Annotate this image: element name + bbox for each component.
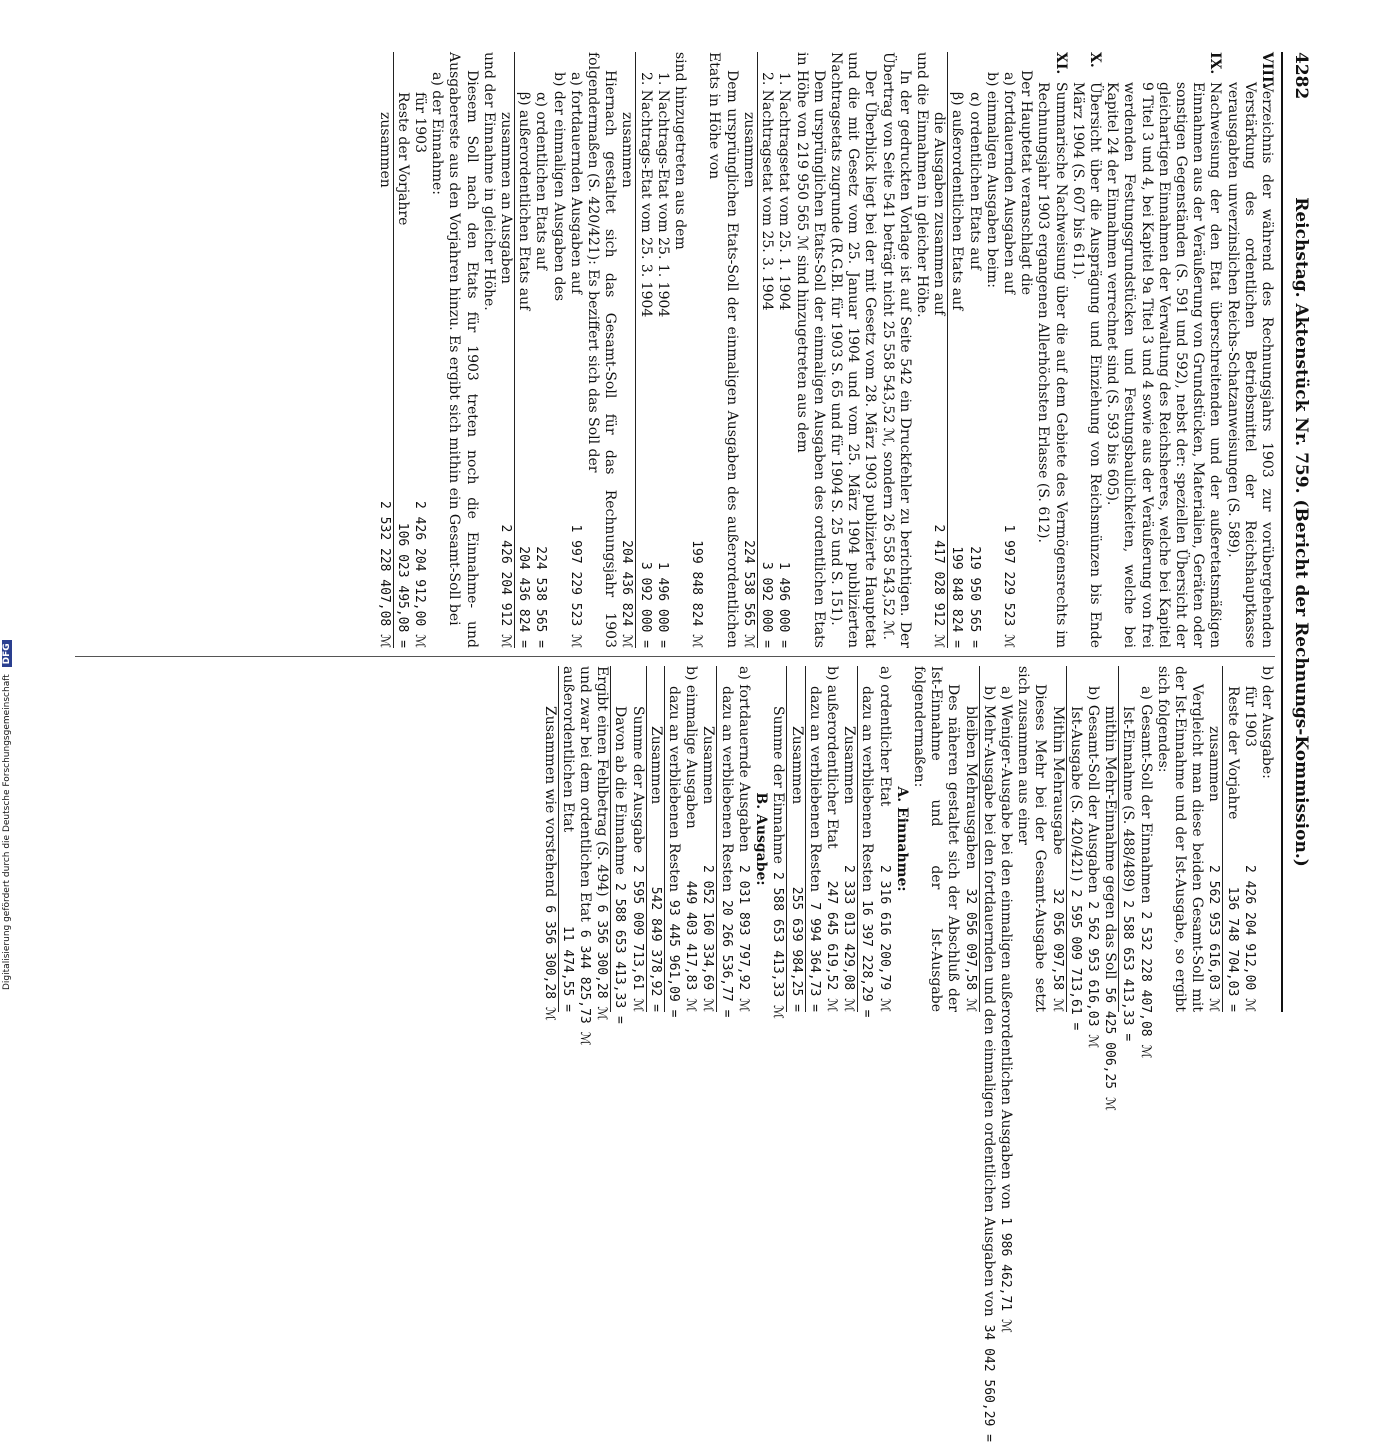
row-label: für 1903	[1241, 686, 1258, 747]
row-value: 34 042 560,29 =	[980, 1324, 996, 1442]
ledger-total	[1048, 666, 1065, 1012]
left-column	[75, 52, 1275, 648]
row-label: zusammen	[619, 112, 636, 188]
section-heading-einnahme: A. Einnahme:	[893, 786, 910, 892]
row-label: a) Weniger-Ausgabe bei den einmaligen außerordentlichen Ausgaben von	[997, 686, 1014, 1210]
row-value: 2 417 028 912 ℳ	[931, 524, 947, 648]
ledger-row	[610, 666, 629, 1024]
row-label: Ist-Ausgabe (S. 420/421)	[1067, 706, 1084, 882]
paragraph: In der gedruckten Vorlage ist auf Seite 542 ein Druckfehler zu berichtigen. Der Übertrag von Seite 541 beträgt nicht 25 558 543,52 ℳ, sondern 26 558 543,52 ℳ.	[879, 52, 913, 648]
document-page	[71, 52, 1311, 1442]
row-value: 1 986 462,71 ℳ	[997, 1217, 1013, 1333]
row-value: 2 426 204 912 ℳ	[498, 524, 514, 648]
row-label: Ergibt einen Fehlbetrag (S. 494)	[594, 666, 611, 897]
row-value: 2 532 228 407,08 ℳ	[376, 501, 392, 648]
row-label: b) Gesamt-Soll der Ausgaben	[1084, 686, 1101, 894]
row-label: 2. Nachtrags-Etat vom 25. 3. 1904	[637, 72, 654, 318]
row-label: b) einmaligen Ausgaben beim:	[983, 72, 1000, 288]
ledger-row	[1222, 666, 1240, 1012]
funding-text-rotated	[2, 606, 16, 990]
row-label: α) ordentlichen Etats auf	[966, 92, 983, 270]
row-value: 2 595 009 713,61 ℳ	[629, 865, 645, 1012]
row-label: a) ordentlicher Etat	[876, 666, 893, 807]
row-value: 2 562 953 616,03 ℳ	[1206, 865, 1222, 1012]
ledger-row	[823, 666, 840, 1012]
ledger-total	[375, 52, 392, 648]
row-value: 224 538 565 =	[533, 546, 549, 648]
ledger-total	[740, 52, 757, 648]
row-value: 6 356 300,28 ℳ	[594, 904, 610, 1021]
ledger-row	[857, 666, 876, 1018]
row-value: 204 436 824 ℳ	[619, 540, 635, 648]
funding-note	[2, 606, 20, 990]
row-value: 6 344 825,73 ℳ	[577, 929, 593, 1046]
row-value: 542 849 378,92 =	[647, 886, 663, 1012]
row-value: 20 266 536,77 =	[718, 900, 734, 1018]
header-rule	[1281, 52, 1283, 1012]
row-value: 449 403 417,83 ℳ	[683, 880, 699, 1012]
ledger-row	[514, 52, 532, 648]
ledger-row	[654, 52, 671, 648]
ledger-row	[549, 52, 566, 648]
row-label: für 1903	[412, 92, 429, 153]
ledger-row	[635, 52, 653, 648]
ledger-total	[646, 666, 664, 1012]
row-value: 6 356 300,28 ℳ	[541, 905, 557, 1021]
row-value: 106 023 495,08 =	[394, 522, 410, 648]
ledger-row	[1136, 666, 1154, 1059]
ledger-row	[775, 52, 792, 648]
row-label: zusammen	[376, 112, 393, 188]
row-label: zusammen	[1206, 726, 1223, 802]
row-label: mithin Mehr-Einnahme gegen das Soll	[1102, 706, 1119, 980]
ledger-row	[757, 52, 775, 648]
ledger-total	[961, 666, 978, 1012]
row-value: 2 316 616 200,79 ℳ	[876, 865, 892, 1012]
row-label: Zusammen wie vorstehend	[541, 706, 558, 898]
page-title: Reichstag. Aktenstück Nr. 759. (Bericht der Rechnungs-Kommission.)	[1291, 197, 1311, 867]
ledger-total	[699, 666, 716, 1012]
row-value: 32 056 097,58 ℳ	[962, 888, 978, 1012]
paragraph: Der Überblick liegt bei der mit Gesetz vom 28. März 1903 publizierte Hauptetat und die mit Gesetz vom 25. Januar 1904 und vom 25. März 1904 publizierten Nachtragsetats zugrunde (R.G.Bl. für 1903 S. 65 und für 1904 S. 25 und S. 151).	[827, 52, 879, 648]
ledger-row	[682, 666, 699, 1012]
section-ix	[1103, 52, 1223, 648]
row-value: 224 538 565 ℳ	[740, 540, 756, 648]
ledger-row	[664, 666, 683, 1018]
row-label: a) fortdauernden Ausgaben auf	[567, 72, 584, 295]
row-value: 1 997 229 523 ℳ	[567, 524, 583, 648]
row-value: 32 056 097,58 ℳ	[1049, 888, 1065, 1012]
ledger-row	[875, 666, 892, 1012]
section-number: X.	[1086, 52, 1103, 68]
column-separator	[75, 656, 1275, 657]
section-text: Verzeichnis der während des Rechnungsjahrs 1903 zur vorübergehenden Verstärkung des ordentlichen Betriebsmittel der Reichshauptkasse verausgabten unverzinslichen Reichs-Schatzanweisungen (S. 589).	[1224, 82, 1275, 648]
ledger-row	[1084, 666, 1101, 1049]
row-value: 136 748 704,03 =	[1224, 886, 1240, 1012]
page-header	[1285, 52, 1311, 1012]
ledger-row	[1000, 52, 1017, 648]
row-label: a) der Einnahme:	[429, 72, 446, 196]
row-label: Summe der Ausgabe	[629, 706, 646, 854]
row-label: Davon ab die Einnahme	[612, 706, 629, 875]
paragraph: Dem ursprünglichen Etats-Soll der einmaligen Ausgaben des ordentlichen Etats in Höhe von 219 950 565 ℳ sind hinzugetreten aus dem	[793, 52, 827, 648]
ledger-row	[688, 52, 705, 648]
row-label: Mithin Mehrausgabe	[1049, 706, 1066, 855]
ledger-row	[1066, 666, 1084, 1031]
ledger-row	[558, 666, 576, 1012]
row-label: a) fortdauernden Ausgaben auf	[1000, 72, 1017, 295]
row-value: 3 092 000 =	[637, 561, 653, 648]
row-label: α) ordentlichen Etats auf	[533, 92, 550, 270]
section-text: Summarische Nachweisung über die auf dem Gebiete des Vermögensrechts im Rechnungsjahr 1903 ergangenen Allerhöchsten Erlasse (S. 612).	[1035, 82, 1069, 648]
ledger-row	[411, 52, 428, 648]
ledger-row	[979, 666, 997, 1442]
section-text: Nachweisung der den Etat überschreitenden und der außeretatsmäßigen Einnahmen aus der Veräußerung von Grundstücken, Materialien, Geräten oder sonstigen Gegenständen (S. 591 und 592), nebst der: speziellen Übersicht der gleichartigen Einnahmen der Verwaltung des Reichsheeres, welche bei Kapitel 9 Titel 3 und 4, bei Kapitel 9a Titel 3 und 4 sowie aus der Veräußerung von frei werdenden Festungsgrundstücken und Festungsbaulichkeiten, welche bei Kapitel 24 der Einnahmen verrechnet sind (S. 593 bis 605).	[1104, 82, 1224, 648]
paragraph: und der Einnahme in gleicher Höhe.	[480, 52, 497, 311]
ledger-row	[576, 666, 594, 1046]
row-label: 1. Nachtrags-Etat vom 25. 1. 1904	[654, 72, 671, 318]
ledger-total	[540, 666, 558, 1021]
row-label: Zusammen	[647, 726, 664, 805]
section-xi	[1034, 52, 1068, 648]
row-label: dazu an verbliebenen Resten	[806, 686, 823, 893]
row-label: b) Mehr-Ausgabe bei den fortdauernden und den einmaligen ordentlichen Ausgaben von	[980, 686, 997, 1317]
row-label: und zwar bei dem ordentlichen Etat	[577, 666, 594, 922]
ledger-row	[593, 666, 611, 1021]
ledger-row	[947, 52, 965, 648]
row-label: b) einmalige Ausgaben	[683, 666, 700, 829]
paragraph: Der Hauptetat veranschlagt die	[1018, 70, 1035, 296]
row-value: 93 445 961,09 =	[666, 900, 682, 1018]
row-label: b) der einmaligen Ausgaben des	[550, 72, 567, 302]
section-text: Übersicht über die Ausprägung und Einziehung von Reichsmünzen bis Ende März 1904 (S. 607 bis 611).	[1069, 82, 1103, 648]
row-value: 11 474,55 =	[559, 925, 575, 1012]
row-value: 199 848 824 =	[949, 546, 965, 648]
row-label: Zusammen	[841, 726, 858, 805]
ledger-row	[717, 666, 735, 1018]
row-label: zusammen an Ausgaben	[498, 112, 515, 284]
row-value: 2 426 204 912,00 ℳ	[412, 501, 428, 648]
row-value: 219 950 565 =	[966, 546, 982, 648]
row-label: b) außerordentlicher Etat	[823, 666, 840, 849]
ledger-total	[769, 666, 787, 1019]
ledger-total	[497, 52, 514, 648]
section-heading-ausgabe: B. Ausgabe:	[753, 792, 770, 886]
paragraph: sind hinzugetreten aus dem	[672, 52, 689, 250]
ledger-row	[428, 52, 445, 648]
page-number: 4282	[1291, 52, 1311, 100]
ledger-row	[983, 52, 1000, 648]
row-label: zusammen	[740, 112, 757, 188]
ledger-row	[1118, 666, 1137, 1042]
row-value: 255 639 984,25 =	[788, 886, 804, 1012]
row-label: 1. Nachtragsetat vom 25. 1. 1904	[776, 72, 793, 311]
row-label: außerordentlichen Etat	[559, 666, 576, 833]
row-label: dazu an verbliebenen Resten	[666, 686, 683, 893]
row-value: 2 052 160 334,69 ℳ	[700, 865, 716, 1012]
row-value: 2 595 009 713,61 =	[1067, 889, 1083, 1031]
section-number: XI.	[1052, 52, 1069, 75]
funding-text: Digitalisierung gefördert durch die Deutsche Forschungsgemeinschaft	[2, 674, 12, 990]
paragraph: Vergleicht man diese beiden Gesamt-Soll mit der Ist-Einnahme und der Ist-Ausgabe, so ergibt sich folgendes:	[1154, 666, 1206, 1012]
section-viii	[1223, 52, 1275, 648]
row-label: dazu an verbliebenen Resten	[859, 686, 876, 893]
ledger-total	[1101, 666, 1119, 1111]
paragraph: Hiernach gestaltet sich das Gesamt-Soll für das Rechnungsjahr 1903 folgendermaßen (S. 420/421): Es beziffert sich das Soll der	[585, 52, 619, 648]
row-label: Ist-Einnahme (S. 488/489)	[1120, 706, 1137, 893]
row-label: β) außerordentlichen Etats auf	[949, 92, 966, 311]
row-label: die Ausgaben zusammen auf	[931, 112, 948, 316]
row-value: 2 426 204 912,00 ℳ	[1241, 865, 1257, 1012]
row-value: 204 436 824 =	[516, 546, 532, 648]
row-value: 2 588 653 413,33 =	[612, 882, 628, 1024]
ledger-row	[567, 52, 584, 648]
row-value: 247 645 619,52 ℳ	[823, 880, 839, 1012]
row-label: a) fortdauernde Ausgaben	[735, 666, 752, 853]
row-label: β) außerordentlichen Etats auf	[516, 92, 533, 311]
row-value: 2 562 953 616,03 ℳ	[1084, 901, 1100, 1049]
ledger-total	[628, 666, 645, 1012]
right-column	[75, 666, 1275, 1442]
ledger-total	[786, 666, 804, 1012]
paragraph: und die Einnahmen in gleicher Höhe.	[913, 52, 930, 318]
ledger-total	[618, 52, 635, 648]
row-value: 16 397 228,29 =	[859, 900, 875, 1018]
row-value: 7 994 364,73 =	[806, 902, 822, 1012]
row-value: 2 588 653 413,33 ℳ	[770, 871, 786, 1019]
row-label: Zusammen	[788, 726, 805, 805]
paragraph: Des näheren gestaltet sich der Abschluß der Ist-Einnahme und der Ist-Ausgabe folgendermaßen:	[910, 666, 962, 1012]
paragraph: Dieses Mehr bei der Gesamt-Ausgabe setzt sich zusammen aus einer	[1015, 666, 1049, 1012]
ledger-row	[735, 666, 752, 1012]
ledger-total	[840, 666, 857, 1012]
row-value: 1 496 000 =	[654, 561, 670, 648]
row-value: 1 997 229 523 ℳ	[1000, 524, 1016, 648]
ledger-row	[1258, 666, 1275, 1012]
paragraph: Diesem Soll nach den Etats für 1903 treten noch die Einnahme- und Ausgabereste aus den Vorjahren hinzu. Es ergibt sich mithin ein Gesamt-Soll bei	[446, 52, 480, 648]
ledger-row	[532, 52, 549, 648]
ledger-row	[997, 666, 1014, 1333]
row-label: 2. Nachtragsetat vom 25. 3. 1904	[759, 72, 776, 311]
row-label: Reste der Vorjahre	[1224, 686, 1241, 820]
row-value: 56 425 006,25 ℳ	[1102, 987, 1118, 1111]
row-label: bleiben Mehrausgaben	[962, 706, 979, 870]
row-value: 2 588 653 413,33 =	[1120, 900, 1136, 1042]
row-value: 199 848 824 ℳ	[689, 540, 705, 648]
row-label: a) Gesamt-Soll der Einnahmen	[1137, 686, 1154, 904]
row-label: b) der Ausgabe:	[1259, 666, 1275, 779]
ledger-row	[1241, 666, 1258, 1012]
ledger-row	[965, 52, 982, 648]
row-value: 2 532 228 407,08 ℳ	[1137, 911, 1153, 1059]
row-label: Reste der Vorjahre	[394, 92, 411, 226]
row-value: 2 031 893 797,92 ℳ	[735, 865, 751, 1012]
section-x	[1069, 52, 1103, 648]
row-value: 3 092 000 =	[759, 561, 775, 648]
row-value: 2 333 013 429,08 ℳ	[841, 865, 857, 1012]
row-value: 1 496 000 =	[776, 561, 792, 648]
ledger-row	[805, 666, 823, 1012]
ledger-row	[393, 52, 411, 648]
section-number: VIII.	[1259, 52, 1275, 88]
paragraph: Dem ursprünglichen Etats-Soll der einmaligen Ausgaben des außerordentlichen Etats in Höhe von	[706, 52, 740, 648]
section-number: IX.	[1207, 52, 1224, 75]
row-label: dazu an verbliebenen Resten	[718, 686, 735, 893]
dfg-logo: DFG	[2, 640, 12, 667]
row-label: Summe der Einnahme	[770, 706, 787, 864]
ledger-total	[930, 52, 947, 648]
ledger-total	[1205, 666, 1222, 1012]
row-label: Zusammen	[700, 726, 717, 805]
